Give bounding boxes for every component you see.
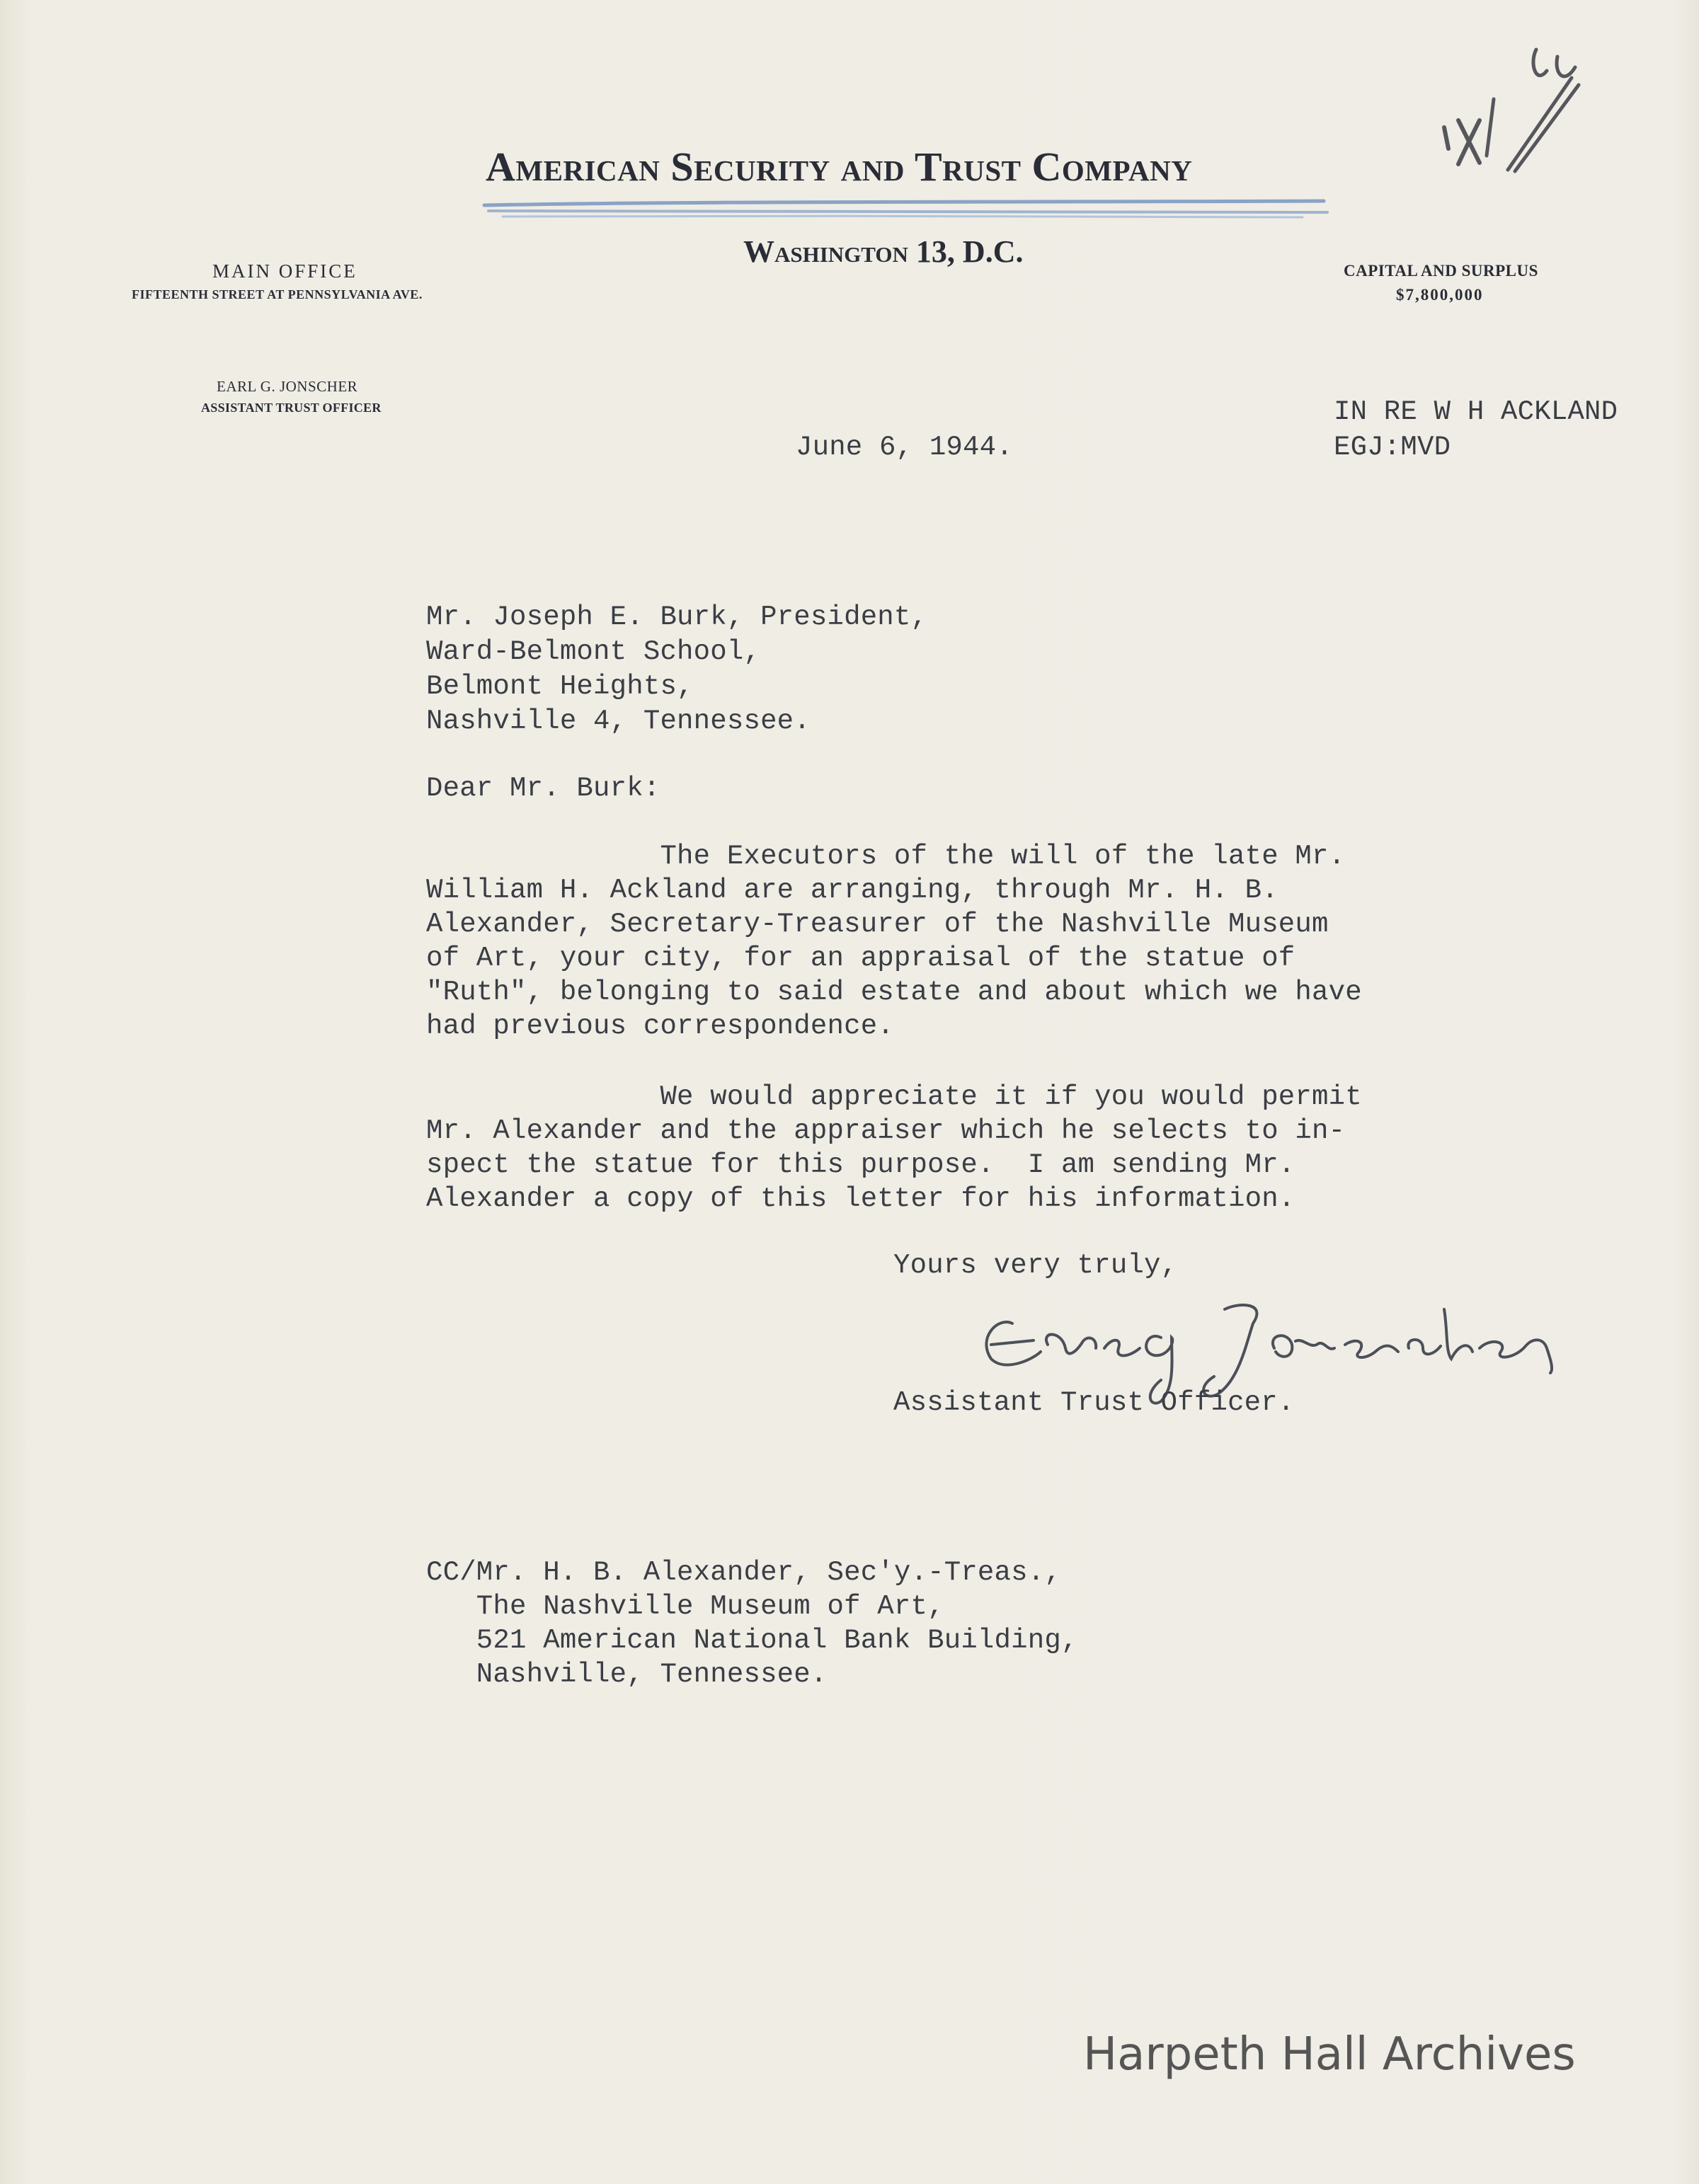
closing: Yours very truly, xyxy=(893,1250,1178,1281)
archive-watermark: Harpeth Hall Archives xyxy=(1083,2028,1576,2081)
recipient-line-2: Ward-Belmont School, xyxy=(426,636,761,667)
handwritten-marks xyxy=(1430,35,1600,177)
recipient-line-4: Nashville 4, Tennessee. xyxy=(426,706,811,737)
main-office-title: MAIN OFFICE xyxy=(212,260,357,282)
recipient-line-3: Belmont Heights, xyxy=(426,671,694,702)
paragraph-1-line: "Ruth", belonging to said estate and about which we have xyxy=(426,977,1362,1008)
reference-line-2: EGJ:MVD xyxy=(1334,432,1451,463)
recipient-line-1: Mr. Joseph E. Burk, President, xyxy=(426,602,928,633)
main-office-address: FIFTEENTH STREET AT PENNSYLVANIA AVE. xyxy=(132,287,423,301)
paragraph-1-line: Alexander, Secretary-Treasurer of the Nashville Museum xyxy=(426,909,1329,940)
paragraph-1-line: The Executors of the will of the late Mr. xyxy=(426,841,1346,872)
paragraph-2-line: We would appreciate it if you would permit xyxy=(426,1081,1362,1113)
paragraph-1-line: of Art, your city, for an appraisal of the statue of xyxy=(426,943,1295,974)
paragraph-1-line: William H. Ackland are arranging, through Mr. H. B. xyxy=(426,875,1278,906)
cc-line: 521 American National Bank Building, xyxy=(426,1625,1078,1656)
signer-title: Assistant Trust Officer. xyxy=(893,1387,1295,1418)
cc-line: The Nashville Museum of Art, xyxy=(426,1591,944,1622)
capital-amount: $7,800,000 xyxy=(1396,286,1484,304)
company-city: Washington 13, D.C. xyxy=(743,234,1024,269)
reference-line-1: IN RE W H ACKLAND xyxy=(1334,396,1618,427)
paragraph-2-line: Alexander a copy of this letter for his information. xyxy=(426,1183,1295,1214)
company-name: American Security and Trust Company xyxy=(486,144,1193,190)
paragraph-1-line: had previous correspondence. xyxy=(426,1011,894,1042)
letter-date: June 6, 1944. xyxy=(796,432,1013,463)
salutation: Dear Mr. Burk: xyxy=(426,773,660,804)
officer-name: EARL G. JONSCHER xyxy=(217,378,358,395)
capital-title: CAPITAL AND SURPLUS xyxy=(1344,262,1538,280)
cc-line: CC/Mr. H. B. Alexander, Sec'y.-Treas., xyxy=(426,1557,1061,1588)
paragraph-2-line: Mr. Alexander and the appraiser which he selects to in- xyxy=(426,1115,1346,1146)
officer-title: ASSISTANT TRUST OFFICER xyxy=(201,401,382,415)
letterhead-rule xyxy=(481,195,1331,224)
cc-line: Nashville, Tennessee. xyxy=(426,1659,828,1690)
paragraph-2-line: spect the statue for this purpose. I am sending Mr. xyxy=(426,1149,1295,1180)
